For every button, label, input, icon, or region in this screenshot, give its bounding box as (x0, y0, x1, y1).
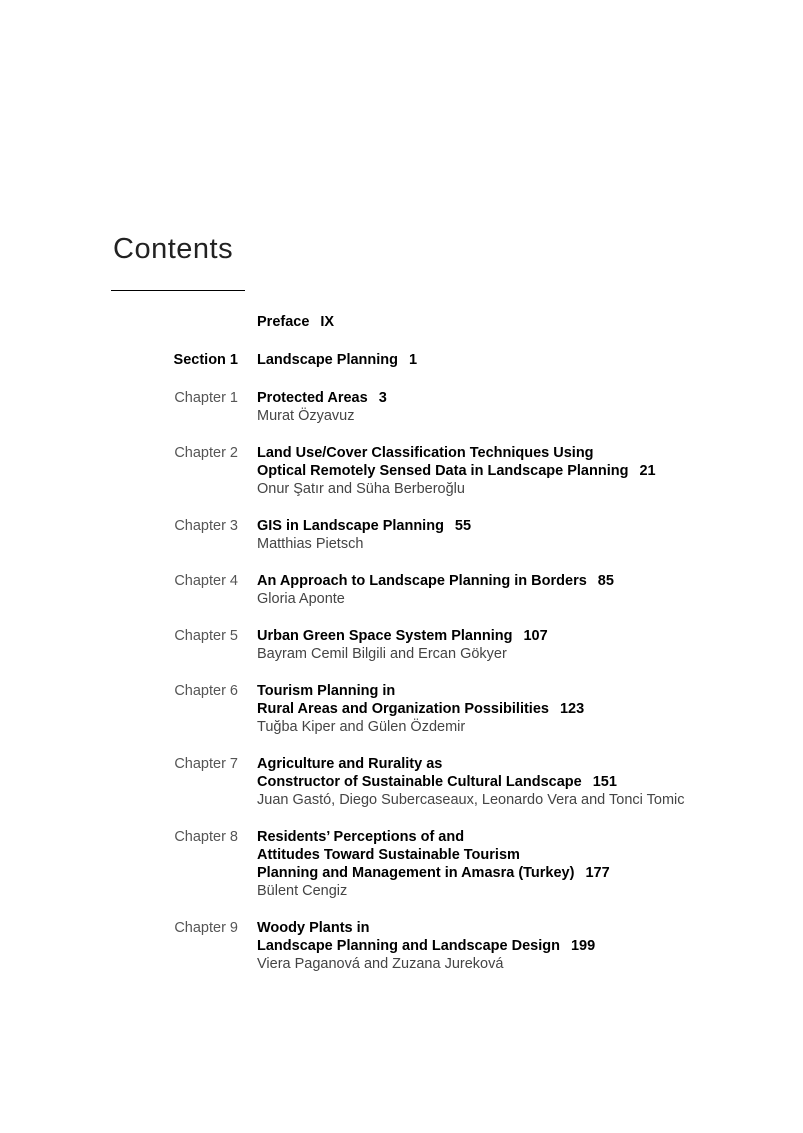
chapter-title-line: Optical Remotely Sensed Data in Landscape Planning (257, 463, 629, 479)
chapter-list (0, 389, 803, 973)
chapter-label: Chapter 8 (174, 829, 238, 845)
toc-chapter-4[interactable] (0, 572, 803, 608)
chapter-authors: Viera Paganová and Zuzana Jureková (257, 956, 504, 972)
chapter-label: Chapter 4 (174, 573, 238, 589)
toc-chapter-1[interactable] (0, 389, 803, 425)
chapter-page: 199 (570, 938, 596, 954)
preface-page: IX (320, 314, 335, 330)
chapter-title-line: Urban Green Space System Planning (257, 628, 513, 644)
chapter-title-line: Constructor of Sustainable Cultural Landscape (257, 774, 582, 790)
chapter-label: Chapter 6 (174, 683, 238, 699)
section-page: 1 (409, 352, 418, 368)
toc-chapter-6[interactable] (0, 682, 803, 736)
chapter-authors: Matthias Pietsch (257, 536, 364, 552)
preface-title: Preface (257, 314, 310, 330)
chapter-label: Chapter 9 (174, 920, 238, 936)
chapter-title-line: Rural Areas and Organization Possibilities (257, 701, 549, 717)
chapter-title-line: Protected Areas (257, 390, 368, 406)
chapter-label: Chapter 2 (174, 445, 238, 461)
chapter-authors: Murat Özyavuz (257, 408, 355, 424)
toc-chapter-8[interactable] (0, 828, 803, 900)
section-title: Landscape Planning (257, 352, 398, 368)
chapter-authors: Tuğba Kiper and Gülen Özdemir (257, 719, 466, 735)
title-rule (111, 290, 245, 291)
chapter-page: 123 (559, 701, 585, 717)
chapter-title-line: Attitudes Toward Sustainable Tourism (257, 847, 520, 863)
chapter-title-line: Land Use/Cover Classification Techniques Using (257, 445, 594, 461)
chapter-label: Chapter 5 (174, 628, 238, 644)
chapter-page: 55 (454, 518, 472, 534)
chapter-title-line: Agriculture and Rurality as (257, 756, 443, 772)
chapter-title-line: Planning and Management in Amasra (Turkey) (257, 865, 575, 881)
chapter-title-line: Tourism Planning in (257, 683, 396, 699)
chapter-authors: Bayram Cemil Bilgili and Ercan Gökyer (257, 646, 507, 662)
chapter-authors: Gloria Aponte (257, 591, 345, 607)
toc-section-1[interactable] (0, 351, 803, 369)
chapter-authors: Bülent Cengiz (257, 883, 348, 899)
chapter-label: Chapter 1 (174, 390, 238, 406)
chapter-authors: Onur Şatır and Süha Berberoğlu (257, 481, 465, 497)
chapter-label: Chapter 7 (174, 756, 238, 772)
chapter-title-line: An Approach to Landscape Planning in Borders (257, 573, 587, 589)
toc-preface[interactable] (0, 313, 803, 331)
toc-chapter-3[interactable] (0, 517, 803, 553)
page-title: Contents (113, 233, 234, 265)
chapter-title-line: Landscape Planning and Landscape Design (257, 938, 560, 954)
section-label: Section 1 (173, 352, 238, 368)
toc-list (0, 313, 803, 992)
chapter-title-line: Woody Plants in (257, 920, 370, 936)
chapter-label: Chapter 3 (174, 518, 238, 534)
chapter-page: 151 (592, 774, 617, 790)
chapter-page: 3 (378, 390, 387, 406)
chapter-title-line: GIS in Landscape Planning (257, 518, 444, 534)
chapter-authors: Juan Gastó, Diego Subercaseaux, Leonardo Vera and Tonci Tomic (257, 792, 685, 808)
chapter-page: 21 (639, 463, 656, 479)
toc-chapter-7[interactable] (0, 755, 803, 809)
chapter-page: 107 (523, 628, 548, 644)
chapter-page: 177 (585, 865, 610, 881)
toc-chapter-9[interactable] (0, 919, 803, 973)
chapter-page: 85 (597, 573, 614, 589)
toc-chapter-2[interactable] (0, 444, 803, 498)
toc-chapter-5[interactable] (0, 627, 803, 663)
chapter-title-line: Residents’ Perceptions of and (257, 829, 465, 845)
